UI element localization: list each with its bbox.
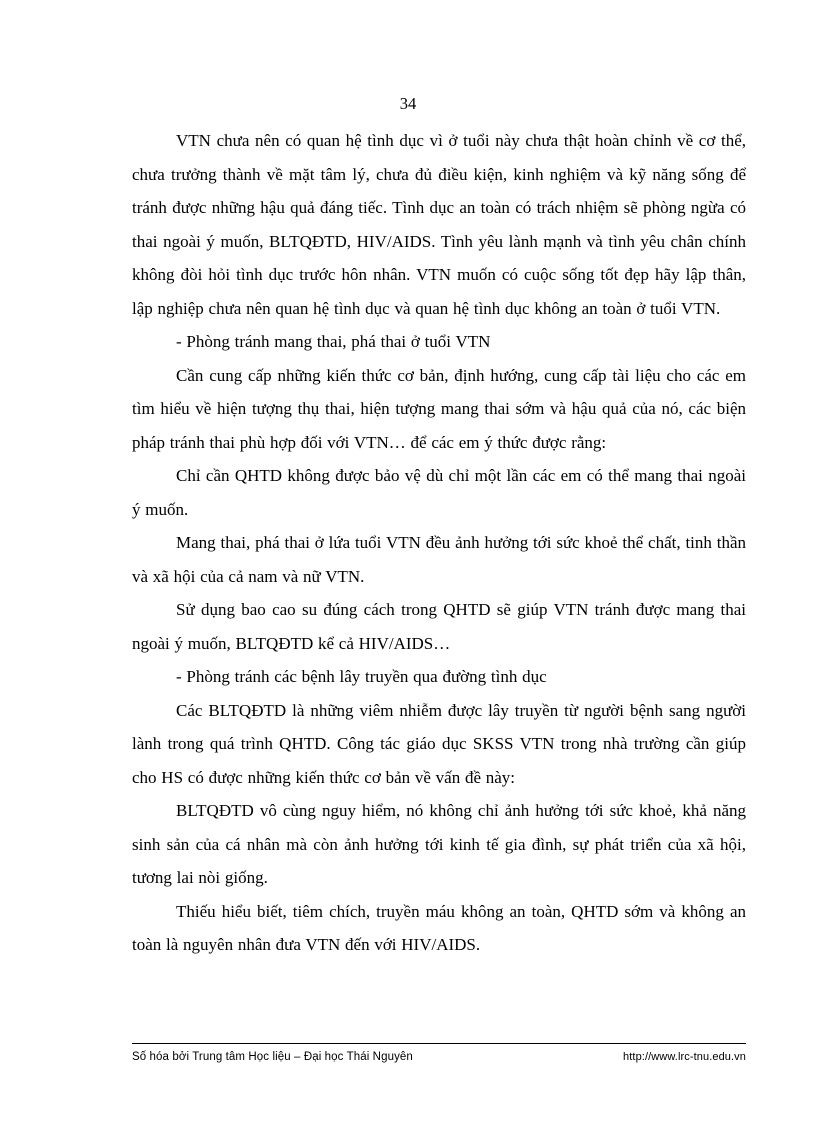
page-number: 34 bbox=[399, 94, 417, 113]
paragraph: Sử dụng bao cao su đúng cách trong QHTD sẽ giúp VTN tránh được mang thai ngoài ý muốn, BLTQĐTD kể cả HIV/AIDS… bbox=[132, 600, 746, 653]
paragraph: VTN chưa nên có quan hệ tình dục vì ở tuổi này chưa thật hoàn chỉnh về cơ thể, chưa trưởng thành về mặt tâm lý, chưa đủ điều kiện, kinh nghiệm và kỹ năng sống để tránh được những hậu quả đáng tiếc. Tình dục an toàn có trách nhiệm sẽ phòng ngừa có thai ngoài ý muốn, BLTQĐTD, HIV/AIDS. Tình yêu lành mạnh và tình yêu chân chính không đòi hỏi tình dục trước hôn nhân. VTN muốn có cuộc sống tốt đẹp hãy lập thân, lập nghiệp chưa nên quan hệ tình dục và quan hệ tình dục không an toàn ở tuổi VTN. bbox=[132, 131, 746, 318]
footer-row bbox=[132, 1051, 746, 1063]
paragraph: Các BLTQĐTD là những viêm nhiễm được lây truyền từ người bệnh sang người lành trong quá trình QHTD. Công tác giáo dục SKSS VTN trong nhà trường cần giúp cho HS có được những kiến thức cơ bản về vấn đề này: bbox=[132, 700, 746, 787]
page-footer bbox=[132, 1043, 746, 1063]
paragraph: Thiếu hiểu biết, tiêm chích, truyền máu không an toàn, QHTD sớm và không an toàn là nguyên nhân đưa VTN đến với HIV/AIDS. bbox=[132, 901, 746, 954]
footer-divider bbox=[132, 1043, 746, 1044]
paragraph: - Phòng tránh mang thai, phá thai ở tuổi VTN bbox=[176, 332, 491, 351]
footer-credit: Số hóa bởi Trung tâm Học liệu – Đại học Thái Nguyên bbox=[132, 1051, 413, 1063]
page-body bbox=[132, 124, 746, 962]
paragraph: BLTQĐTD vô cùng nguy hiểm, nó không chỉ ảnh hưởng tới sức khoẻ, khả năng sinh sản của cá nhân mà còn ảnh hưởng tới kinh tế gia đình, sự phát triển của xã hội, tương lai nòi giống. bbox=[132, 801, 746, 887]
footer-url: http://www.lrc-tnu.edu.vn bbox=[623, 1051, 746, 1063]
paragraph: Chỉ cần QHTD không được bảo vệ dù chỉ một lần các em có thể mang thai ngoài ý muốn. bbox=[132, 466, 746, 519]
paragraph: - Phòng tránh các bệnh lây truyền qua đường tình dục bbox=[176, 667, 547, 686]
paragraph: Cần cung cấp những kiến thức cơ bản, định hướng, cung cấp tài liệu cho các em tìm hiểu về hiện tượng thụ thai, hiện tượng mang thai sớm và hậu quả của nó, các biện pháp tránh thai phù hợp đối với VTN… để các em ý thức được rằng: bbox=[132, 365, 746, 452]
paragraph: Mang thai, phá thai ở lứa tuổi VTN đều ảnh hưởng tới sức khoẻ thể chất, tinh thần và xã hội của cả nam và nữ VTN. bbox=[132, 533, 746, 586]
